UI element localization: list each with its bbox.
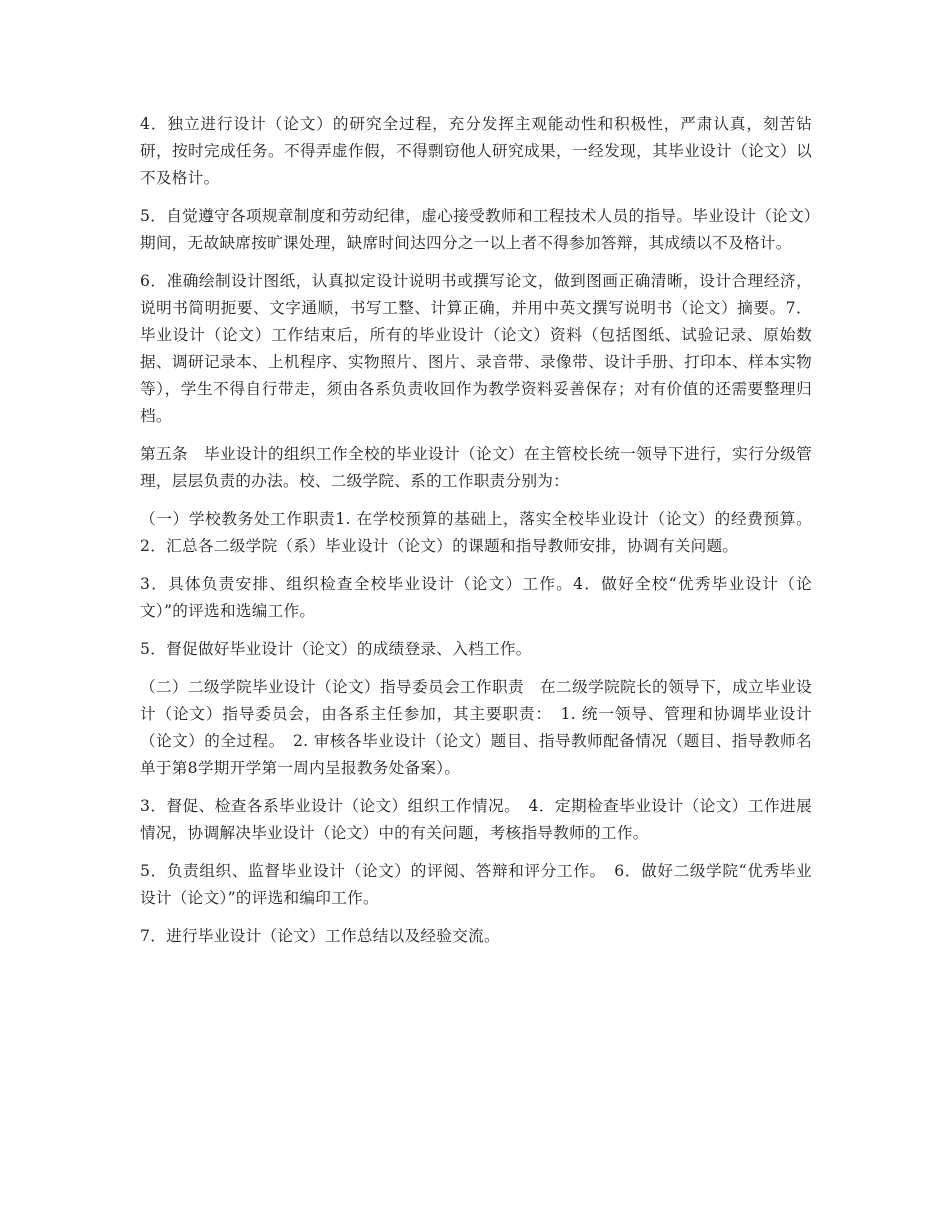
paragraph-section-1-items-3-4: 3．具体负责安排、组织检查全校毕业设计（论文）工作。4．做好全校“优秀毕业设计（论文）”的评选和选编工作。 xyxy=(140,575,812,620)
paragraph-article-5: 第五条 毕业设计的组织工作全校的毕业设计（论文）在主管校长统一领导下进行，实行分级管理，层层负责的办法。校、二级学院、系的工作职责分别为： xyxy=(140,445,812,490)
paragraph-item-6-7: 6．准确绘制设计图纸，认真拟定设计说明书或撰写论文，做到图画正确清晰，设计合理经济，说明书简明扼要、文字通顺，书写工整、计算正确，并用中英文撰写说明书（论文）摘要。7．毕业设计（论文）工作结束后，所有的毕业设计（论文）资料（包括图纸、试验记录、原始数据、调研记录本、上机程序、实物照片、图片、录音带、录像带、设计手册、打印本、样本实物等），学生不得自行带走，须由各系负责收回作为教学资料妥善保存；对有价值的还需要整理归档。 xyxy=(140,272,812,425)
paragraph-section-1-item-5: 5．督促做好毕业设计（论文）的成绩登录、入档工作。 xyxy=(140,640,532,658)
paragraph-section-1-academic-affairs: （一）学校教务处工作职责1. 在学校预算的基础上，落实全校毕业设计（论文）的经费预算。2．汇总各二级学院（系）毕业设计（论文）的课题和指导教师安排，协调有关问题。 xyxy=(140,510,812,555)
paragraph-section-2-item-7: 7．进行毕业设计（论文）工作总结以及经验交流。 xyxy=(140,927,500,945)
paragraph-item-4: 4．独立进行设计（论文）的研究全过程，充分发挥主观能动性和积极性，严肃认真，刻苦钻研，按时完成任务。不得弄虚作假，不得剽窃他人研究成果，一经发现，其毕业设计（论文）以不及格计。 xyxy=(140,115,812,187)
paragraph-item-5: 5．自觉遵守各项规章制度和劳动纪律，虚心接受教师和工程技术人员的指导。毕业设计（论文）期间，无故缺席按旷课处理，缺席时间达四分之一以上者不得参加答辩，其成绩以不及格计。 xyxy=(140,207,812,252)
document-body xyxy=(140,111,812,961)
paragraph-section-2-committee: （二）二级学院毕业设计（论文）指导委员会工作职责 在二级学院院长的领导下，成立毕业设计（论文）指导委员会，由各系主任参加，其主要职责： 1. 统一领导、管理和协调毕业设计（论文）的全过程。 2. 审核各毕业设计（论文）题目、指导教师配备情况（题目、指导教师名单于第8学期开学第一周内呈报教务处备案）。 xyxy=(140,678,812,777)
paragraph-section-2-items-5-6: 5．负责组织、监督毕业设计（论文）的评阅、答辩和评分工作。 6．做好二级学院“优秀毕业设计（论文）”的评选和编印工作。 xyxy=(140,862,812,907)
paragraph-section-2-items-3-4: 3．督促、检查各系毕业设计（论文）组织工作情况。 4．定期检查毕业设计（论文）工作进展情况，协调解决毕业设计（论文）中的有关问题，考核指导教师的工作。 xyxy=(140,797,812,842)
